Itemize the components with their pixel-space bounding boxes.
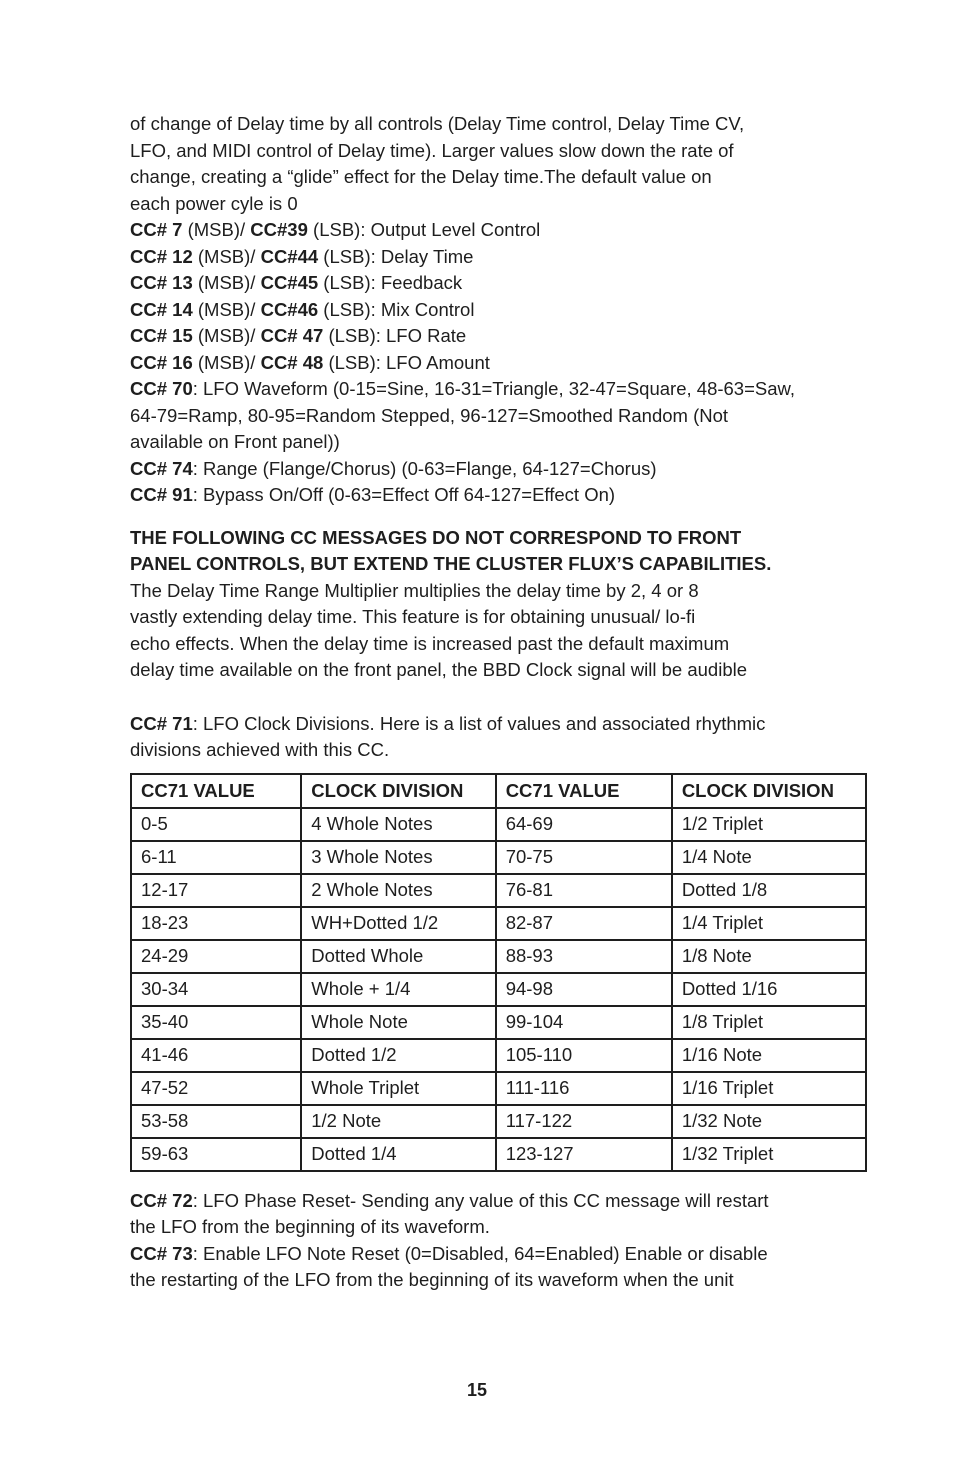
heading-line: PANEL CONTROLS, BUT EXTEND THE CLUSTER FLUX’S CAPABILITIES. (130, 553, 772, 574)
table-row (131, 1105, 866, 1138)
table-cell: Dotted Whole (301, 940, 495, 973)
cc70-line: : LFO Waveform (0-15=Sine, 16-31=Triangle, 32-47=Square, 48-63=Saw, (192, 378, 796, 399)
table-cell: 1/16 Note (672, 1039, 866, 1072)
table-cell: 4 Whole Notes (301, 808, 495, 841)
table-header-row (131, 774, 866, 808)
table-row (131, 907, 866, 940)
cc-number: CC# 73 (130, 1242, 193, 1264)
cc-number: CC# 15 (130, 325, 193, 346)
column-header: CC71 VALUE (496, 774, 672, 808)
table-cell: 6-11 (131, 841, 301, 874)
page-content (130, 111, 875, 1294)
table-cell: 1/32 Note (672, 1105, 866, 1138)
section-heading (130, 525, 875, 578)
cc70-line: 64-79=Ramp, 80-95=Random Stepped, 96-127=Smoothed Random (Not (130, 404, 729, 426)
intro-line: of change of Delay time by all controls (Delay Time control, Delay Time CV, (130, 113, 745, 134)
cc-msb-text: (MSB)/ (192, 351, 261, 373)
cc70-line: available on Front panel)) (130, 431, 340, 452)
table-cell: 12-17 (131, 874, 301, 907)
column-header: CLOCK DIVISION (672, 774, 866, 808)
cc91-description: : Bypass On/Off (0-63=Effect Off 64-127=Effect On) (192, 484, 616, 505)
table-cell: WH+Dotted 1/2 (301, 907, 495, 940)
table-row (131, 874, 866, 907)
cc-description: (LSB): Feedback (318, 272, 463, 293)
page-number: 15 (466, 1380, 488, 1400)
cc-number: CC# 47 (260, 325, 324, 346)
clock-division-table (130, 773, 867, 1172)
table-cell: Whole Triplet (301, 1072, 495, 1105)
table-cell: 64-69 (496, 808, 672, 841)
table-cell: Dotted 1/16 (672, 973, 866, 1006)
cc91-line (130, 482, 875, 509)
cc-number: CC# 71 (130, 712, 193, 734)
multiplier-line: The Delay Time Range Multiplier multiplies the delay time by 2, 4 or 8 (130, 579, 699, 601)
cc-list-item (130, 323, 875, 350)
cc-number: CC# 70 (130, 378, 193, 399)
table-row (131, 1006, 866, 1039)
multiplier-line: vastly extending delay time. This feature is for obtaining unusual/ lo-fi (130, 606, 696, 627)
cc-number: CC#44 (260, 245, 319, 267)
table-cell: 24-29 (131, 940, 301, 973)
intro-paragraph (130, 111, 875, 217)
table-cell: 30-34 (131, 973, 301, 1006)
cc-list-item (130, 270, 875, 297)
table-cell: 1/8 Triplet (672, 1006, 866, 1039)
table-cell: 1/16 Triplet (672, 1072, 866, 1105)
cc-msb-text: (MSB)/ (192, 245, 261, 267)
cc-number: CC# 12 (130, 245, 193, 267)
cc-number: CC#39 (250, 219, 308, 240)
cc-list-item (130, 350, 875, 377)
table-cell: 1/4 Note (672, 841, 866, 874)
table-cell: 41-46 (131, 1039, 301, 1072)
table-cell: 18-23 (131, 907, 301, 940)
table-cell: 123-127 (496, 1138, 672, 1171)
table-cell: Dotted 1/8 (672, 874, 866, 907)
cc-number: CC# 72 (130, 1189, 193, 1211)
table-body (131, 808, 866, 1171)
cc-number: CC# 91 (130, 484, 193, 505)
cc-description: (LSB): Delay Time (318, 245, 474, 267)
table-cell: 47-52 (131, 1072, 301, 1105)
cc72-line: the LFO from the beginning of its waveform. (130, 1216, 490, 1237)
cc-list (130, 217, 875, 376)
cc-number: CC# 16 (130, 351, 193, 373)
table-cell: 53-58 (131, 1105, 301, 1138)
table-row (131, 1072, 866, 1105)
cc-msb-text: (MSB)/ (192, 325, 261, 346)
table-cell: 94-98 (496, 973, 672, 1006)
table-row (131, 1039, 866, 1072)
cc-number: CC#45 (260, 272, 319, 293)
cc71-line: : LFO Clock Divisions. Here is a list of values and associated rhythmic (192, 712, 766, 734)
intro-line: LFO, and MIDI control of Delay time). Larger values slow down the rate of (130, 139, 734, 161)
table-cell: 99-104 (496, 1006, 672, 1039)
column-header: CLOCK DIVISION (301, 774, 495, 808)
table-cell: Dotted 1/2 (301, 1039, 495, 1072)
cc73-paragraph (130, 1241, 875, 1294)
table-cell: 35-40 (131, 1006, 301, 1039)
multiplier-line: delay time available on the front panel, the BBD Clock signal will be audible (130, 659, 748, 680)
cc73-line: : Enable LFO Note Reset (0=Disabled, 64=Enabled) Enable or disable (192, 1242, 768, 1264)
cc73-line: the restarting of the LFO from the beginning of its waveform when the unit (130, 1269, 734, 1290)
table-cell: 1/8 Note (672, 940, 866, 973)
cc72-paragraph (130, 1188, 875, 1241)
table-row (131, 1138, 866, 1171)
cc-number: CC# 7 (130, 219, 183, 240)
cc74-description: : Range (Flange/Chorus) (0-63=Flange, 64-127=Chorus) (192, 457, 657, 479)
table-cell: 1/2 Triplet (672, 808, 866, 841)
heading-line: THE FOLLOWING CC MESSAGES DO NOT CORRESPOND TO FRONT (130, 526, 742, 548)
table-cell: 1/32 Triplet (672, 1138, 866, 1171)
table-cell: 59-63 (131, 1138, 301, 1171)
table-cell: 0-5 (131, 808, 301, 841)
cc-number: CC# 13 (130, 272, 193, 293)
table-cell: 111-116 (496, 1072, 672, 1105)
table-cell: 1/4 Triplet (672, 907, 866, 940)
table-cell: 82-87 (496, 907, 672, 940)
cc-description: (LSB): LFO Amount (323, 351, 490, 373)
table-cell: 70-75 (496, 841, 672, 874)
cc-description: (LSB): LFO Rate (323, 325, 467, 346)
cc71-paragraph (130, 711, 875, 764)
cc-msb-text: (MSB)/ (192, 298, 261, 320)
table-row (131, 841, 866, 874)
cc-number: CC# 74 (130, 457, 193, 479)
cc71-line: divisions achieved with this CC. (130, 739, 390, 760)
cc70-paragraph (130, 376, 875, 456)
intro-line: each power cyle is 0 (130, 192, 298, 214)
table-row (131, 940, 866, 973)
cc-list-item (130, 244, 875, 271)
cc-msb-text: (MSB)/ (182, 219, 251, 240)
table-row (131, 808, 866, 841)
table-cell: 3 Whole Notes (301, 841, 495, 874)
multiplier-paragraph (130, 578, 875, 684)
table-cell: 76-81 (496, 874, 672, 907)
spacer (130, 684, 875, 711)
cc-list-item (130, 297, 875, 324)
cc74-line (130, 456, 875, 483)
table-cell: 105-110 (496, 1039, 672, 1072)
cc72-line: : LFO Phase Reset- Sending any value of this CC message will restart (192, 1189, 769, 1211)
cc-number: CC#46 (260, 298, 319, 320)
table-cell: 117-122 (496, 1105, 672, 1138)
table-row (131, 973, 866, 1006)
cc-list-item (130, 217, 875, 244)
table-cell: 2 Whole Notes (301, 874, 495, 907)
cc-description: (LSB): Output Level Control (307, 219, 541, 240)
multiplier-line: echo effects. When the delay time is increased past the default maximum (130, 632, 730, 654)
table-cell: Whole + 1/4 (301, 973, 495, 1006)
table-cell: Dotted 1/4 (301, 1138, 495, 1171)
table-cell: 88-93 (496, 940, 672, 973)
table-cell: Whole Note (301, 1006, 495, 1039)
cc-msb-text: (MSB)/ (192, 272, 261, 293)
cc-description: (LSB): Mix Control (318, 298, 475, 320)
cc-number: CC# 14 (130, 298, 193, 320)
table-cell: 1/2 Note (301, 1105, 495, 1138)
cc-number: CC# 48 (260, 351, 324, 373)
column-header: CC71 VALUE (131, 774, 301, 808)
intro-line: change, creating a “glide” effect for the Delay time.The default value on (130, 166, 712, 187)
